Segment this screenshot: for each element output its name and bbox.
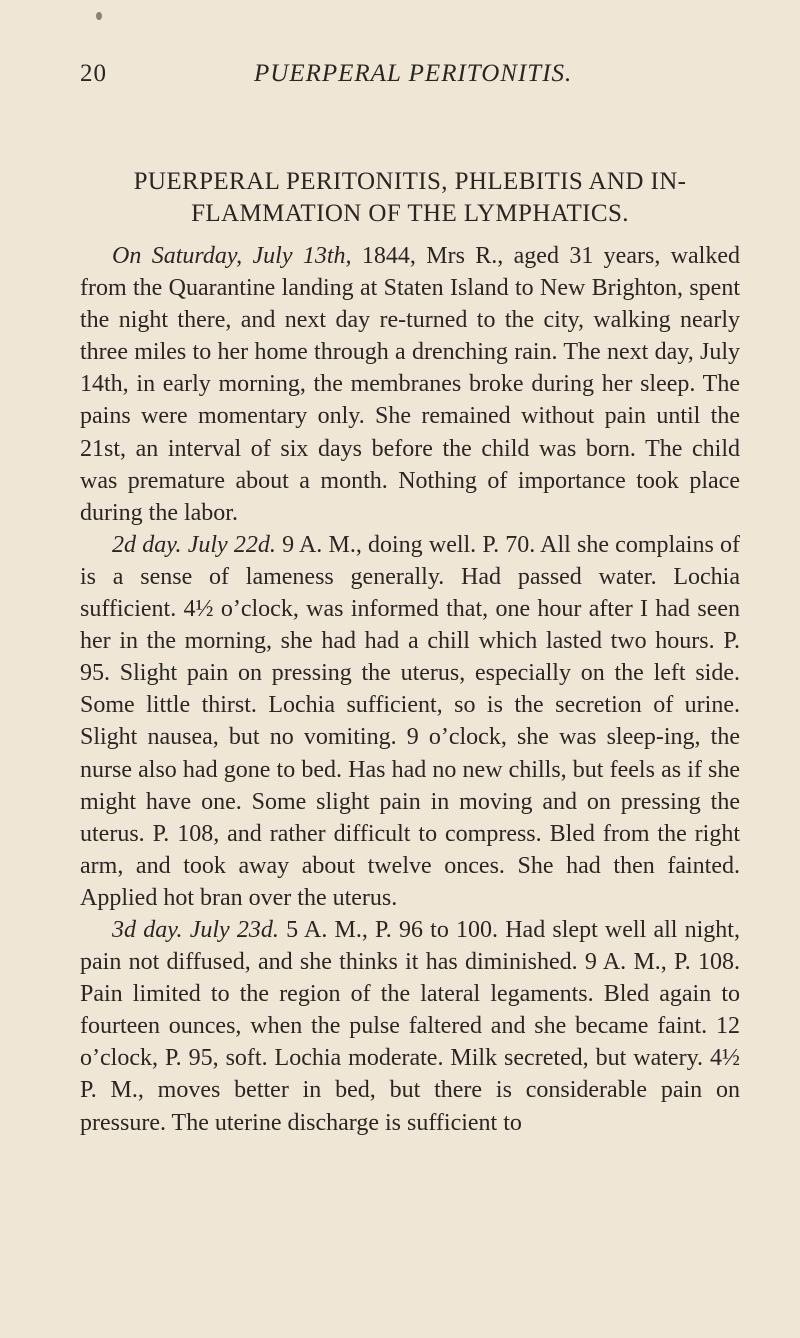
running-title: PUERPERAL PERITONITIS. bbox=[254, 60, 573, 87]
paragraph bbox=[80, 914, 740, 1139]
paragraph-text: 9 A. M., doing well. P. 70. All she complains of is a sense of lameness generally. Had passed water. Lochia sufficient. 4½ o’clock, was informed that, one hour after I had seen her in the morning, she had had a chill which lasted two hours. P. 95. Slight pain on pressing the uterus, especially on the left side. Some little thirst. Lochia sufficient, so is the secretion of urine. Slight nausea, but no vomiting. 9 o’clock, she was sleep-ing, the nurse also had gone to bed. Has had no new chills, but feels as if she might have one. Some slight pain in moving and on pressing the uterus. P. 108, and rather difficult to compress. Bled from the right arm, and took away about twelve onces. She had then fainted. Applied hot bran over the uterus. bbox=[80, 531, 741, 911]
heading-line-1: PUERPERAL PERITONITIS, PHLEBITIS AND IN- bbox=[133, 168, 687, 195]
running-head bbox=[80, 60, 740, 100]
body-text bbox=[80, 240, 740, 1139]
paragraph-lead: On Saturday, July 13th, bbox=[112, 243, 352, 269]
paragraph bbox=[80, 529, 740, 914]
heading-line-2: FLAMMATION OF THE LYMPHATICS. bbox=[191, 200, 629, 227]
section-heading bbox=[80, 166, 740, 230]
ink-spot bbox=[96, 12, 102, 20]
paragraph-lead: 3d day. July 23d. bbox=[112, 916, 279, 943]
paragraph bbox=[80, 240, 740, 529]
paragraph-text: 1844, Mrs R., aged 31 years, walked from the Quarantine landing at Staten Island to New Brighton, spent the night there, and next day re-turned to the city, walking nearly three miles to her home through a drenching rain. The next day, July 14th, in early morning, the membranes broke during her sleep. The pains were momentary only. She remained without pain until the 21st, an interval of six days before the child was born. The child was premature about a month. Nothing of importance took place during the labor. bbox=[80, 243, 740, 526]
paragraph-text: 5 A. M., P. 96 to 100. Had slept well all night, pain not diffused, and she thinks it has diminished. 9 A. M., P. 108. Pain limited to the region of the lateral legaments. Bled again to fourteen ounces, when the pulse faltered and she became faint. 12 o’clock, P. 95, soft. Lochia moderate. Milk secreted, but watery. 4½ P. M., moves better in bed, but there is considerable pain on pressure. The uterine discharge is sufficient to bbox=[80, 916, 740, 1136]
paragraph-lead: 2d day. July 22d. bbox=[112, 531, 276, 558]
page-number: 20 bbox=[80, 60, 107, 87]
